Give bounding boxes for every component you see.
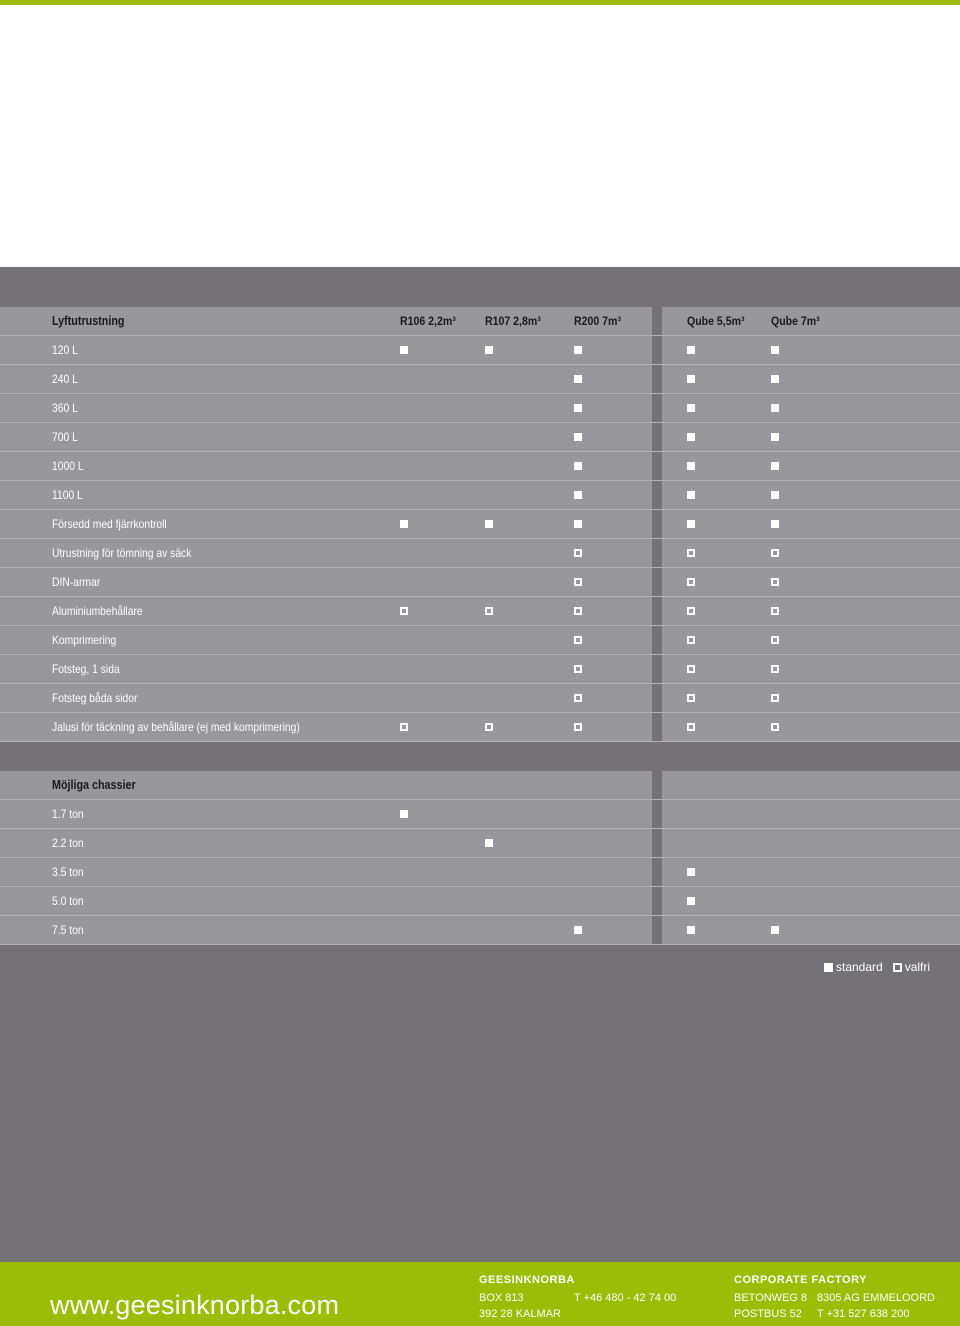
row-label: 240 L	[52, 372, 78, 386]
top-accent-bar	[0, 0, 960, 5]
hollow-square-icon	[687, 578, 695, 586]
filled-square-icon	[687, 868, 695, 876]
filled-square-icon	[485, 520, 493, 528]
row-label: 120 L	[52, 343, 78, 357]
row-label: 5.0 ton	[52, 894, 84, 908]
row-label: 3.5 ton	[52, 865, 84, 879]
row-background-right	[662, 597, 960, 625]
lifting_table-title: Lyftutrustning	[52, 314, 125, 328]
filled-square-icon	[574, 346, 582, 354]
hollow-square-icon	[574, 723, 582, 731]
hollow-square-icon	[574, 549, 582, 557]
row-background-right	[662, 394, 960, 422]
filled-square-icon	[687, 404, 695, 412]
table-row	[0, 568, 960, 597]
filled-square-icon	[574, 520, 582, 528]
footer	[0, 1262, 960, 1326]
column-header: Qube 7m³	[771, 314, 820, 328]
hollow-square-icon	[574, 578, 582, 586]
row-background-left	[0, 829, 652, 857]
filled-square-icon	[574, 375, 582, 383]
row-background-left	[0, 452, 652, 480]
table-row	[0, 887, 960, 916]
filled-square-icon	[574, 926, 582, 934]
table-row	[0, 452, 960, 481]
hollow-square-icon	[771, 694, 779, 702]
row-label: 7.5 ton	[52, 923, 84, 937]
legend-optional: valfri	[893, 960, 930, 974]
hollow-square-icon	[687, 607, 695, 615]
row-label: Fotsteg båda sidor	[52, 691, 138, 705]
row-background-left	[0, 887, 652, 915]
row-background-left	[0, 800, 652, 828]
row-label: Försedd med fjärrkontroll	[52, 517, 167, 531]
table-row	[0, 655, 960, 684]
column-header: R107 2,8m³	[485, 314, 541, 328]
chassis_table-header-row	[0, 771, 960, 800]
row-label: Fotsteg, 1 sida	[52, 662, 120, 676]
hollow-square-icon	[771, 723, 779, 731]
table-row	[0, 394, 960, 423]
hollow-square-icon	[485, 723, 493, 731]
company-box: BOX 813	[479, 1292, 524, 1304]
table-row	[0, 916, 960, 945]
chassis_table-title: Möjliga chassier	[52, 778, 136, 792]
hollow-square-icon	[574, 636, 582, 644]
row-background-left	[0, 916, 652, 944]
filled-square-icon	[771, 404, 779, 412]
filled-square-icon	[687, 375, 695, 383]
table-row	[0, 829, 960, 858]
hollow-square-icon	[485, 607, 493, 615]
row-label: Komprimering	[52, 633, 117, 647]
row-background-right	[662, 452, 960, 480]
row-background-left	[0, 481, 652, 509]
row-label: 1000 L	[52, 459, 84, 473]
row-background-left	[0, 858, 652, 886]
row-label: DIN-armar	[52, 575, 101, 589]
filled-square-icon	[687, 462, 695, 470]
filled-square-icon	[400, 346, 408, 354]
row-background-right	[662, 887, 960, 915]
filled-square-icon	[400, 520, 408, 528]
hollow-square-icon	[687, 636, 695, 644]
legend-standard: standard	[824, 960, 883, 974]
row-background-right	[662, 916, 960, 944]
table-row	[0, 800, 960, 829]
hollow-square-icon	[687, 694, 695, 702]
table-row	[0, 510, 960, 539]
filled-square-icon	[485, 346, 493, 354]
row-label: Aluminiumbehållare	[52, 604, 143, 618]
row-background-right	[662, 510, 960, 538]
filled-square-icon	[771, 433, 779, 441]
legend	[824, 960, 940, 974]
row-background-left	[0, 336, 652, 364]
table-row	[0, 539, 960, 568]
row-label: 360 L	[52, 401, 78, 415]
row-background-right	[662, 539, 960, 567]
hollow-square-icon	[893, 963, 902, 972]
hollow-square-icon	[400, 723, 408, 731]
row-background-right	[662, 713, 960, 741]
row-label: 1100 L	[52, 488, 83, 502]
table-row	[0, 597, 960, 626]
filled-square-icon	[771, 375, 779, 383]
filled-square-icon	[771, 926, 779, 934]
filled-square-icon	[687, 433, 695, 441]
table-row	[0, 423, 960, 452]
filled-square-icon	[771, 491, 779, 499]
row-background-left	[0, 394, 652, 422]
row-background-right	[662, 684, 960, 712]
hollow-square-icon	[771, 607, 779, 615]
chassis-table	[0, 771, 960, 945]
factory-postal: 8305 AG EMMELOORD	[817, 1292, 935, 1304]
row-background-right	[662, 423, 960, 451]
row-label: 2.2 ton	[52, 836, 84, 850]
row-label: Utrustning för tömning av säck	[52, 546, 192, 560]
row-background-right	[662, 365, 960, 393]
row-background-right	[662, 858, 960, 886]
filled-square-icon	[771, 520, 779, 528]
row-label: 700 L	[52, 430, 78, 444]
filled-square-icon	[824, 963, 833, 972]
row-background-right	[662, 568, 960, 596]
filled-square-icon	[687, 346, 695, 354]
filled-square-icon	[574, 404, 582, 412]
hollow-square-icon	[400, 607, 408, 615]
filled-square-icon	[687, 491, 695, 499]
row-background-right	[662, 771, 960, 799]
factory-street: BETONWEG 8	[734, 1292, 808, 1304]
row-background-right	[662, 829, 960, 857]
filled-square-icon	[771, 346, 779, 354]
website-link[interactable]: www.geesinknorba.com	[50, 1290, 340, 1320]
filled-square-icon	[574, 462, 582, 470]
factory-postbus: POSTBUS 52	[734, 1308, 802, 1320]
table-row	[0, 336, 960, 365]
row-label: Jalusi för täckning av behållare (ej med komprimering)	[52, 720, 300, 734]
column-header: Qube 5,5m³	[687, 314, 745, 328]
hollow-square-icon	[771, 578, 779, 586]
table-row	[0, 481, 960, 510]
hollow-square-icon	[574, 694, 582, 702]
factory-name: CORPORATE FACTORY	[734, 1274, 867, 1286]
lifting_table-header-row	[0, 307, 960, 336]
row-background-left	[0, 423, 652, 451]
hollow-square-icon	[574, 607, 582, 615]
row-background-right	[662, 626, 960, 654]
hollow-square-icon	[687, 549, 695, 557]
hollow-square-icon	[687, 665, 695, 673]
table-row	[0, 626, 960, 655]
row-background-right	[662, 655, 960, 683]
company-city: 392 28 KALMAR	[479, 1308, 561, 1320]
filled-square-icon	[687, 897, 695, 905]
filled-square-icon	[400, 810, 408, 818]
table-row	[0, 365, 960, 394]
filled-square-icon	[485, 839, 493, 847]
hollow-square-icon	[687, 723, 695, 731]
column-header: R106 2,2m³	[400, 314, 456, 328]
row-label: 1.7 ton	[52, 807, 84, 821]
filled-square-icon	[687, 520, 695, 528]
company-name: GEESINKNORBA	[479, 1274, 575, 1286]
filled-square-icon	[687, 926, 695, 934]
table-row	[0, 684, 960, 713]
filled-square-icon	[771, 462, 779, 470]
table-row	[0, 858, 960, 887]
hollow-square-icon	[771, 549, 779, 557]
company-phone: T +46 480 - 42 74 00	[574, 1292, 677, 1304]
row-background-left	[0, 365, 652, 393]
row-background-right	[662, 800, 960, 828]
hollow-square-icon	[771, 665, 779, 673]
lifting-equipment-table	[0, 307, 960, 742]
hollow-square-icon	[771, 636, 779, 644]
row-background-right	[662, 336, 960, 364]
table-row	[0, 713, 960, 742]
row-background-right	[662, 481, 960, 509]
factory-phone: T +31 527 638 200	[817, 1308, 910, 1320]
filled-square-icon	[574, 433, 582, 441]
hollow-square-icon	[574, 665, 582, 673]
column-header: R200 7m³	[574, 314, 621, 328]
filled-square-icon	[574, 491, 582, 499]
